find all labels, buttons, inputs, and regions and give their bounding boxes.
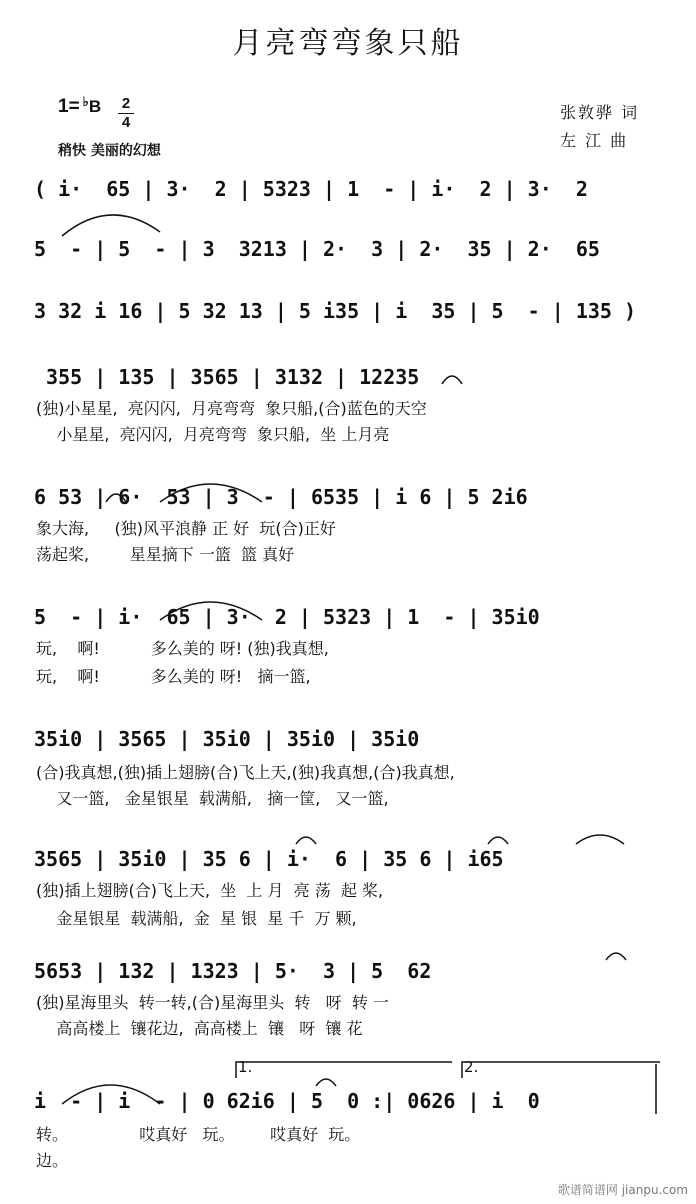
lyric-line: 玩, 啊! 多么美的 呀! 摘一篮, — [36, 667, 311, 686]
notation-line: 35i0 | 3565 | 35i0 | 35i0 | 35i0 — [34, 727, 420, 751]
lyric-line: (独)星海里头 转一转,(合)星海里头 转 呀 转 一 — [36, 993, 389, 1012]
notation-line: 3 32 i 16 | 5 32 13 | 5 i35 | i 35 | 5 - | 135 ) — [34, 299, 637, 323]
watermark: 歌谱简谱网 jianpu.com — [557, 1183, 688, 1197]
lyric-line: 小星星, 亮闪闪, 月亮弯弯 象只船, 坐 上月亮 — [36, 425, 390, 444]
lyric-line: 边。 — [36, 1151, 69, 1170]
notation-line: 5653 | 132 | 1323 | 5· 3 | 5 62 — [34, 959, 432, 983]
lyric-line: 玩, 啊! 多么美的 呀! (独)我真想, — [36, 639, 329, 658]
song-title: 月亮弯弯象只船 — [232, 26, 464, 61]
key-label: 1= — [58, 96, 80, 117]
notation-line: 3565 | 35i0 | 35 6 | i· 6 | 35 6 | i65 — [34, 847, 504, 871]
lyric-line: 又一篮, 金星银星 载满船, 摘一筐, 又一篮, — [36, 789, 389, 808]
lyric-line: 高高楼上 镶花边, 高高楼上 镶 呀 镶 花 — [36, 1019, 363, 1038]
notation-line: 5 - | 5 - | 3 3213 | 2· 3 | 2· 35 | 2· 65 — [34, 237, 600, 261]
lyric-line: 转。 哎真好 玩。 哎真好 玩。 — [36, 1125, 361, 1144]
lyric-line: (合)我真想,(独)插上翅膀(合)飞上天,(独)我真想,(合)我真想, — [36, 763, 455, 782]
key-note: B — [88, 97, 102, 116]
lyric-line: 象大海, (独)风平浪静 正 好 玩(合)正好 — [36, 519, 336, 538]
volta-2-label: 2. — [464, 1058, 479, 1076]
meter-top: 2 — [121, 95, 131, 112]
flat-sign: ♭ — [82, 94, 89, 109]
lyric-line: 荡起桨, 星星摘下 一篮 篮 真好 — [36, 545, 295, 564]
lyric-line: (独)小星星, 亮闪闪, 月亮弯弯 象只船,(合)蓝色的天空 — [36, 399, 427, 418]
lyric-line: (独)插上翅膀(合)飞上天, 坐 上 月 亮 荡 起 桨, — [36, 881, 384, 900]
volta-1-label: 1. — [238, 1058, 253, 1076]
tie-mark — [488, 837, 508, 844]
slur-mark — [576, 835, 624, 844]
notation-line: 6 53 | 6· 53 | 3 - | 6535 | i 6 | 5 2i6 — [34, 485, 528, 509]
tie-mark — [316, 1079, 336, 1086]
notation-line: 5 - | i· 65 | 3· 2 | 5323 | 1 - | 35i0 — [34, 605, 540, 629]
notation-line: 355 | 135 | 3565 | 3132 | 12235 — [34, 365, 420, 389]
tie-mark — [296, 837, 316, 844]
notation-line: ( i· 65 | 3· 2 | 5323 | 1 - | i· 2 | 3· 2 — [34, 177, 588, 201]
key-signature — [58, 94, 101, 118]
lyricist-credit: 张敦骅 词 — [560, 103, 640, 122]
slur-mark — [62, 215, 160, 236]
composer-credit: 左 江 曲 — [560, 131, 629, 150]
meter-bottom: 4 — [121, 114, 131, 131]
notation-line: i - | i - | 0 62i6 | 5 0 :| 0626 | i 0 — [34, 1089, 540, 1113]
tempo-marking: 稍快 美丽的幻想 — [58, 143, 161, 159]
lyric-line: 金星银星 载满船, 金 星 银 星 千 万 颗, — [36, 909, 357, 928]
time-signature — [118, 96, 134, 131]
